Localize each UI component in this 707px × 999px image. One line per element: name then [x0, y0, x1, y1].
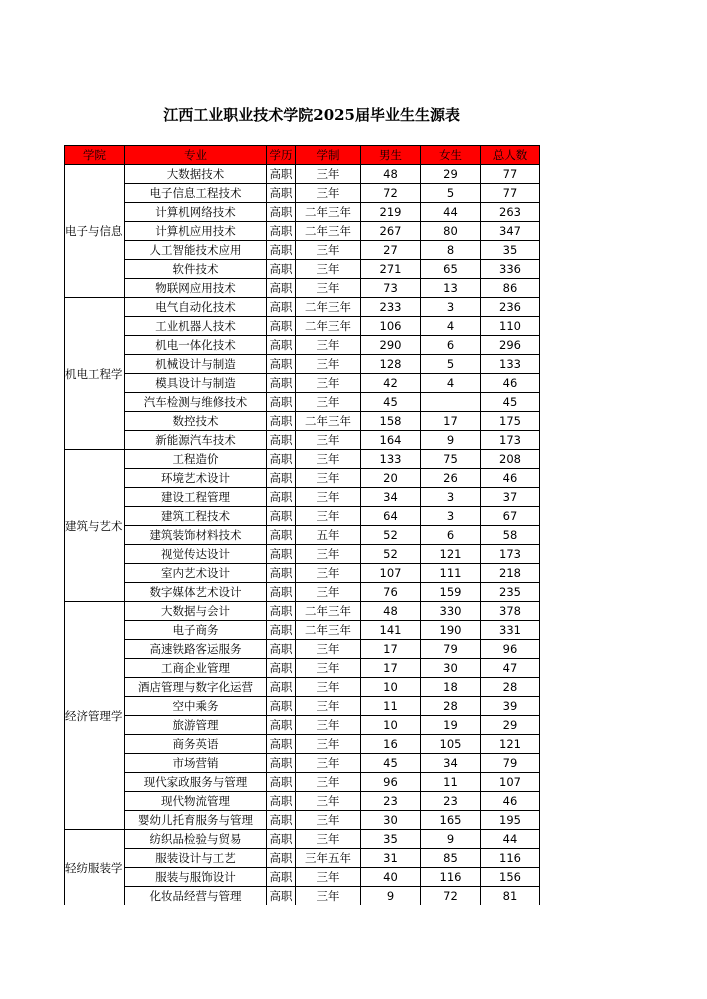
table-row — [65, 317, 540, 336]
header-degree: 学历 — [267, 146, 296, 165]
major-cell: 商务英语 — [125, 735, 267, 754]
duration-cell: 三年 — [296, 792, 361, 811]
major-cell: 服装与服饰设计 — [125, 868, 267, 887]
degree-cell: 高职 — [267, 792, 296, 811]
duration-cell: 二年三年 — [296, 602, 361, 621]
male-cell: 30 — [361, 811, 421, 830]
male-cell: 158 — [361, 412, 421, 431]
total-cell: 218 — [481, 564, 540, 583]
degree-cell: 高职 — [267, 203, 296, 222]
duration-cell: 三年 — [296, 469, 361, 488]
male-cell: 52 — [361, 526, 421, 545]
male-cell: 45 — [361, 393, 421, 412]
duration-cell: 三年 — [296, 336, 361, 355]
female-cell: 75 — [421, 450, 481, 469]
male-cell: 45 — [361, 754, 421, 773]
header-total: 总人数 — [481, 146, 540, 165]
total-cell: 121 — [481, 735, 540, 754]
female-cell: 11 — [421, 773, 481, 792]
total-cell: 96 — [481, 640, 540, 659]
major-cell: 酒店管理与数字化运营 — [125, 678, 267, 697]
duration-cell: 三年 — [296, 697, 361, 716]
degree-cell: 高职 — [267, 716, 296, 735]
male-cell: 267 — [361, 222, 421, 241]
table-row — [65, 735, 540, 754]
degree-cell: 高职 — [267, 260, 296, 279]
table-row — [65, 716, 540, 735]
female-cell — [421, 393, 481, 412]
total-cell: 236 — [481, 298, 540, 317]
table-row — [65, 526, 540, 545]
degree-cell: 高职 — [267, 241, 296, 260]
female-cell: 5 — [421, 184, 481, 203]
college-cell — [65, 602, 125, 830]
major-cell: 工程造价 — [125, 450, 267, 469]
female-cell: 4 — [421, 317, 481, 336]
degree-cell: 高职 — [267, 621, 296, 640]
degree-cell: 高职 — [267, 849, 296, 868]
table-row — [65, 545, 540, 564]
header-college: 学院 — [65, 146, 125, 165]
college-cell — [65, 450, 125, 602]
total-cell: 296 — [481, 336, 540, 355]
major-cell: 新能源汽车技术 — [125, 431, 267, 450]
total-cell: 46 — [481, 469, 540, 488]
female-cell: 26 — [421, 469, 481, 488]
table-row — [65, 583, 540, 602]
female-cell: 6 — [421, 526, 481, 545]
female-cell: 44 — [421, 203, 481, 222]
duration-cell: 三年 — [296, 887, 361, 906]
table-row — [65, 374, 540, 393]
college-cell — [65, 298, 125, 450]
major-cell: 现代物流管理 — [125, 792, 267, 811]
duration-cell: 三年 — [296, 279, 361, 298]
total-cell: 46 — [481, 792, 540, 811]
male-cell: 35 — [361, 830, 421, 849]
table-row — [65, 222, 540, 241]
duration-cell: 五年 — [296, 526, 361, 545]
table-row — [65, 279, 540, 298]
table-row — [65, 564, 540, 583]
major-cell: 计算机应用技术 — [125, 222, 267, 241]
degree-cell: 高职 — [267, 830, 296, 849]
major-cell: 工商企业管理 — [125, 659, 267, 678]
major-cell: 视觉传达设计 — [125, 545, 267, 564]
total-cell: 235 — [481, 583, 540, 602]
duration-cell: 三年 — [296, 393, 361, 412]
page-title — [0, 104, 620, 125]
duration-cell: 三年 — [296, 659, 361, 678]
degree-cell: 高职 — [267, 279, 296, 298]
female-cell: 34 — [421, 754, 481, 773]
male-cell: 9 — [361, 887, 421, 906]
degree-cell: 高职 — [267, 431, 296, 450]
male-cell: 42 — [361, 374, 421, 393]
male-cell: 48 — [361, 165, 421, 184]
duration-cell: 二年三年 — [296, 222, 361, 241]
table-row — [65, 773, 540, 792]
header-major: 专业 — [125, 146, 267, 165]
female-cell: 105 — [421, 735, 481, 754]
degree-cell: 高职 — [267, 640, 296, 659]
female-cell: 116 — [421, 868, 481, 887]
major-cell: 纺织品检验与贸易 — [125, 830, 267, 849]
male-cell: 16 — [361, 735, 421, 754]
degree-cell: 高职 — [267, 317, 296, 336]
duration-cell: 三年 — [296, 488, 361, 507]
male-cell: 17 — [361, 659, 421, 678]
table-row — [65, 450, 540, 469]
duration-cell: 三年五年 — [296, 849, 361, 868]
duration-cell: 二年三年 — [296, 621, 361, 640]
male-cell: 233 — [361, 298, 421, 317]
degree-cell: 高职 — [267, 450, 296, 469]
total-cell: 44 — [481, 830, 540, 849]
degree-cell: 高职 — [267, 697, 296, 716]
table-row — [65, 602, 540, 621]
duration-cell: 三年 — [296, 431, 361, 450]
male-cell: 164 — [361, 431, 421, 450]
total-cell: 67 — [481, 507, 540, 526]
total-cell: 347 — [481, 222, 540, 241]
male-cell: 133 — [361, 450, 421, 469]
degree-cell: 高职 — [267, 887, 296, 906]
total-cell: 175 — [481, 412, 540, 431]
male-cell: 10 — [361, 716, 421, 735]
table-row — [65, 184, 540, 203]
duration-cell: 三年 — [296, 754, 361, 773]
female-cell: 5 — [421, 355, 481, 374]
female-cell: 3 — [421, 488, 481, 507]
female-cell: 4 — [421, 374, 481, 393]
table-row — [65, 241, 540, 260]
female-cell: 28 — [421, 697, 481, 716]
total-cell: 173 — [481, 431, 540, 450]
table-row — [65, 412, 540, 431]
duration-cell: 三年 — [296, 583, 361, 602]
total-cell: 35 — [481, 241, 540, 260]
graduate-source-table — [64, 145, 540, 905]
college-name: 电子与信息 — [65, 224, 123, 238]
total-cell: 336 — [481, 260, 540, 279]
major-cell: 机电一体化技术 — [125, 336, 267, 355]
female-cell: 330 — [421, 602, 481, 621]
female-cell: 121 — [421, 545, 481, 564]
male-cell: 106 — [361, 317, 421, 336]
duration-cell: 三年 — [296, 678, 361, 697]
female-cell: 18 — [421, 678, 481, 697]
duration-cell: 二年三年 — [296, 203, 361, 222]
major-cell: 电气自动化技术 — [125, 298, 267, 317]
total-cell: 79 — [481, 754, 540, 773]
female-cell: 13 — [421, 279, 481, 298]
male-cell: 76 — [361, 583, 421, 602]
major-cell: 工业机器人技术 — [125, 317, 267, 336]
college-name: 建筑与艺术 — [65, 518, 123, 533]
female-cell: 159 — [421, 583, 481, 602]
degree-cell: 高职 — [267, 678, 296, 697]
major-cell: 建筑装饰材料技术 — [125, 526, 267, 545]
female-cell: 17 — [421, 412, 481, 431]
degree-cell: 高职 — [267, 773, 296, 792]
total-cell: 77 — [481, 184, 540, 203]
total-cell: 173 — [481, 545, 540, 564]
male-cell: 128 — [361, 355, 421, 374]
major-cell: 电子商务 — [125, 621, 267, 640]
female-cell: 29 — [421, 165, 481, 184]
male-cell: 48 — [361, 602, 421, 621]
table-row — [65, 640, 540, 659]
degree-cell: 高职 — [267, 412, 296, 431]
degree-cell: 高职 — [267, 526, 296, 545]
major-cell: 婴幼儿托育服务与管理 — [125, 811, 267, 830]
total-cell: 195 — [481, 811, 540, 830]
female-cell: 3 — [421, 298, 481, 317]
degree-cell: 高职 — [267, 374, 296, 393]
female-cell: 6 — [421, 336, 481, 355]
duration-cell: 三年 — [296, 868, 361, 887]
degree-cell: 高职 — [267, 298, 296, 317]
table-body — [65, 165, 540, 906]
degree-cell: 高职 — [267, 735, 296, 754]
table-row — [65, 203, 540, 222]
degree-cell: 高职 — [267, 754, 296, 773]
table-row — [65, 393, 540, 412]
table-row — [65, 488, 540, 507]
male-cell: 107 — [361, 564, 421, 583]
college-cell — [65, 830, 125, 906]
duration-cell: 二年三年 — [296, 298, 361, 317]
table-row — [65, 355, 540, 374]
total-cell: 263 — [481, 203, 540, 222]
college-cell — [65, 165, 125, 298]
total-cell: 47 — [481, 659, 540, 678]
table-row — [65, 336, 540, 355]
major-cell: 建筑工程技术 — [125, 507, 267, 526]
male-cell: 34 — [361, 488, 421, 507]
duration-cell: 二年三年 — [296, 317, 361, 336]
college-name: 轻纺服装学 — [65, 860, 123, 875]
degree-cell: 高职 — [267, 222, 296, 241]
total-cell: 46 — [481, 374, 540, 393]
degree-cell: 高职 — [267, 336, 296, 355]
table-row — [65, 754, 540, 773]
college-name: 机电工程学 — [65, 366, 123, 381]
total-cell: 156 — [481, 868, 540, 887]
major-cell: 数字媒体艺术设计 — [125, 583, 267, 602]
duration-cell: 三年 — [296, 184, 361, 203]
degree-cell: 高职 — [267, 184, 296, 203]
male-cell: 271 — [361, 260, 421, 279]
table-row — [65, 811, 540, 830]
duration-cell: 三年 — [296, 355, 361, 374]
table-row — [65, 165, 540, 184]
total-cell: 28 — [481, 678, 540, 697]
male-cell: 96 — [361, 773, 421, 792]
major-cell: 大数据技术 — [125, 165, 267, 184]
female-cell: 80 — [421, 222, 481, 241]
table-row — [65, 507, 540, 526]
total-cell: 29 — [481, 716, 540, 735]
major-cell: 电子信息工程技术 — [125, 184, 267, 203]
male-cell: 52 — [361, 545, 421, 564]
total-cell: 116 — [481, 849, 540, 868]
duration-cell: 三年 — [296, 374, 361, 393]
duration-cell: 三年 — [296, 450, 361, 469]
major-cell: 服装设计与工艺 — [125, 849, 267, 868]
header-male: 男生 — [361, 146, 421, 165]
male-cell: 73 — [361, 279, 421, 298]
major-cell: 室内艺术设计 — [125, 564, 267, 583]
male-cell: 141 — [361, 621, 421, 640]
male-cell: 11 — [361, 697, 421, 716]
major-cell: 高速铁路客运服务 — [125, 640, 267, 659]
total-cell: 45 — [481, 393, 540, 412]
female-cell: 19 — [421, 716, 481, 735]
duration-cell: 三年 — [296, 735, 361, 754]
table-row — [65, 830, 540, 849]
female-cell: 23 — [421, 792, 481, 811]
female-cell: 190 — [421, 621, 481, 640]
major-cell: 汽车检测与维修技术 — [125, 393, 267, 412]
female-cell: 9 — [421, 830, 481, 849]
male-cell: 23 — [361, 792, 421, 811]
major-cell: 市场营销 — [125, 754, 267, 773]
degree-cell: 高职 — [267, 868, 296, 887]
total-cell: 378 — [481, 602, 540, 621]
major-cell: 旅游管理 — [125, 716, 267, 735]
total-cell: 81 — [481, 887, 540, 906]
male-cell: 290 — [361, 336, 421, 355]
major-cell: 环境艺术设计 — [125, 469, 267, 488]
major-cell: 化妆品经营与管理 — [125, 887, 267, 906]
table-row — [65, 697, 540, 716]
female-cell: 111 — [421, 564, 481, 583]
major-cell: 计算机网络技术 — [125, 203, 267, 222]
duration-cell: 三年 — [296, 773, 361, 792]
duration-cell: 三年 — [296, 811, 361, 830]
male-cell: 31 — [361, 849, 421, 868]
table-row — [65, 678, 540, 697]
degree-cell: 高职 — [267, 583, 296, 602]
table-row — [65, 260, 540, 279]
degree-cell: 高职 — [267, 507, 296, 526]
total-cell: 77 — [481, 165, 540, 184]
total-cell: 58 — [481, 526, 540, 545]
header-row — [65, 146, 540, 165]
male-cell: 27 — [361, 241, 421, 260]
table-row — [65, 659, 540, 678]
table-row — [65, 431, 540, 450]
major-cell: 建设工程管理 — [125, 488, 267, 507]
major-cell: 空中乘务 — [125, 697, 267, 716]
page-title-text: 江西工业职业技术学院2025届毕业生生源表 — [163, 106, 460, 124]
female-cell: 79 — [421, 640, 481, 659]
major-cell: 数控技术 — [125, 412, 267, 431]
degree-cell: 高职 — [267, 602, 296, 621]
degree-cell: 高职 — [267, 659, 296, 678]
degree-cell: 高职 — [267, 165, 296, 184]
header-female: 女生 — [421, 146, 481, 165]
female-cell: 9 — [421, 431, 481, 450]
major-cell: 人工智能技术应用 — [125, 241, 267, 260]
male-cell: 17 — [361, 640, 421, 659]
duration-cell: 三年 — [296, 241, 361, 260]
duration-cell: 三年 — [296, 507, 361, 526]
duration-cell: 三年 — [296, 716, 361, 735]
table-row — [65, 849, 540, 868]
major-cell: 机械设计与制造 — [125, 355, 267, 374]
male-cell: 64 — [361, 507, 421, 526]
major-cell: 现代家政服务与管理 — [125, 773, 267, 792]
degree-cell: 高职 — [267, 545, 296, 564]
female-cell: 8 — [421, 241, 481, 260]
degree-cell: 高职 — [267, 393, 296, 412]
total-cell: 133 — [481, 355, 540, 374]
duration-cell: 三年 — [296, 545, 361, 564]
table-row — [65, 887, 540, 906]
male-cell: 219 — [361, 203, 421, 222]
table-row — [65, 298, 540, 317]
female-cell: 65 — [421, 260, 481, 279]
duration-cell: 三年 — [296, 564, 361, 583]
total-cell: 86 — [481, 279, 540, 298]
major-cell: 软件技术 — [125, 260, 267, 279]
degree-cell: 高职 — [267, 469, 296, 488]
female-cell: 165 — [421, 811, 481, 830]
degree-cell: 高职 — [267, 811, 296, 830]
degree-cell: 高职 — [267, 488, 296, 507]
duration-cell: 三年 — [296, 260, 361, 279]
major-cell: 模具设计与制造 — [125, 374, 267, 393]
male-cell: 72 — [361, 184, 421, 203]
duration-cell: 三年 — [296, 640, 361, 659]
header-duration: 学制 — [296, 146, 361, 165]
duration-cell: 三年 — [296, 830, 361, 849]
major-cell: 大数据与会计 — [125, 602, 267, 621]
male-cell: 40 — [361, 868, 421, 887]
table-row — [65, 792, 540, 811]
degree-cell: 高职 — [267, 355, 296, 374]
duration-cell: 三年 — [296, 165, 361, 184]
total-cell: 331 — [481, 621, 540, 640]
table-row — [65, 469, 540, 488]
female-cell: 30 — [421, 659, 481, 678]
total-cell: 110 — [481, 317, 540, 336]
table-row — [65, 868, 540, 887]
total-cell: 208 — [481, 450, 540, 469]
major-cell: 物联网应用技术 — [125, 279, 267, 298]
duration-cell: 二年三年 — [296, 412, 361, 431]
degree-cell: 高职 — [267, 564, 296, 583]
table-row — [65, 621, 540, 640]
male-cell: 20 — [361, 469, 421, 488]
female-cell: 72 — [421, 887, 481, 906]
college-name: 经济管理学 — [65, 708, 123, 723]
male-cell: 10 — [361, 678, 421, 697]
total-cell: 37 — [481, 488, 540, 507]
female-cell: 85 — [421, 849, 481, 868]
female-cell: 3 — [421, 507, 481, 526]
total-cell: 39 — [481, 697, 540, 716]
total-cell: 107 — [481, 773, 540, 792]
